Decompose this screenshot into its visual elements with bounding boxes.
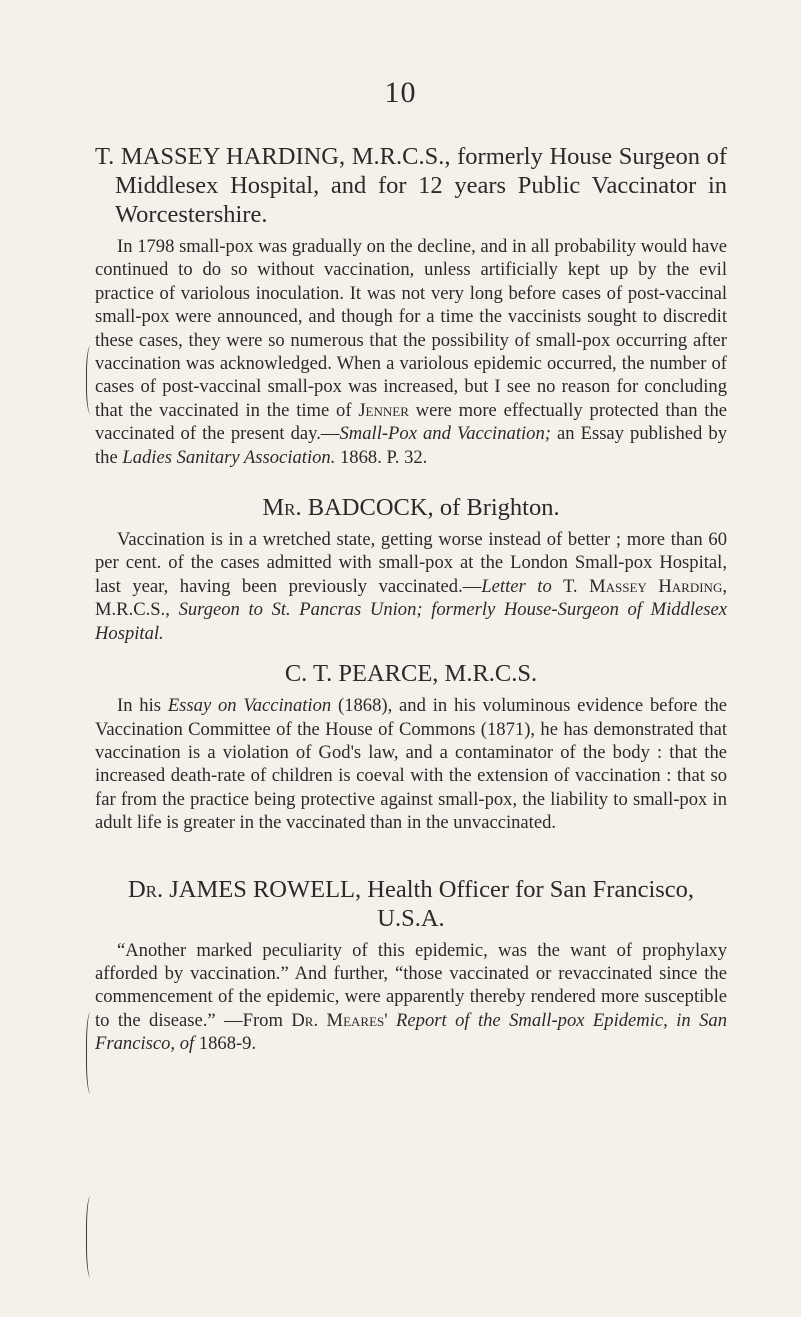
source-title: Report of the Small-pox Epidemic, in San Francisco, of: [95, 1009, 727, 1055]
source-1: Letter to: [481, 575, 552, 597]
body-text: Vaccination is in a wretched state, getting worse instead of better ; more than 60 per cent. of the cases admitted with small-pox at the London Small-pox Hospital, last year, having been previously vaccinated.—: [95, 529, 727, 597]
body-text: In his: [117, 695, 168, 717]
margin-bracket-1: [86, 346, 97, 414]
source-title: Small-Pox and Vaccination;: [339, 423, 551, 445]
body-title: Essay on Vaccination: [167, 695, 332, 717]
entry-body-harding: [95, 235, 727, 469]
source-mid: an Essay published by the: [95, 423, 727, 468]
source-name: Dr. Meares': [291, 1009, 388, 1031]
heading-rest: of Brighton.: [439, 494, 560, 522]
entry-heading-harding: T. MASSEY HARDING, M.R.C.S., formerly House Surgeon of Middlesex Hospital, and for 12 years Public Vaccinator in Worcestershire.: [95, 143, 727, 228]
source-tail: 1868. P. 32.: [335, 446, 428, 468]
heading-prefix: Dr.: [127, 875, 164, 903]
page-content: [95, 142, 727, 1056]
heading-name: BADCOCK,: [307, 494, 434, 522]
source-org: Ladies Sanitary Association.: [122, 446, 336, 468]
source-name: T. Massey Harding, M.R.C.S.,: [95, 575, 727, 621]
body-text-2: were more effectually protected than the vaccinated of the present day.—: [95, 399, 727, 445]
source-2: Surgeon to St. Pancras Union; formerly House-Surgeon of Middlesex Hospital.: [95, 599, 727, 644]
source-tail: 1868-9.: [194, 1033, 257, 1055]
entry-body-pearce: [95, 694, 727, 834]
entry-heading-rowell: [95, 875, 727, 933]
heading-prefix: Mr.: [262, 494, 302, 522]
entry-heading-badcock: [95, 493, 727, 522]
heading-rest: Health Officer for San Francisco, U.S.A.: [367, 875, 695, 932]
name-jenner: Jenner: [358, 399, 409, 421]
margin-bracket-2: [86, 1012, 97, 1094]
margin-bracket-3: [86, 1196, 97, 1278]
entry-body-rowell: [95, 939, 727, 1056]
entry-body-badcock: [95, 528, 727, 645]
body-text-2: (1868), and in his voluminous evidence before the Vaccination Committee of the House of Commons (1871), he has demonstrated that vaccination is a violation of God's law, and a contaminator of the body : that the increased death-rate of children is coeval with the extension of vaccination : that so far from the practice being protective against small-pox, the liability to small-pox in adult life is greater in the vaccinated than in the unvaccinated.: [95, 695, 727, 834]
page-number: 10: [384, 76, 417, 109]
entry-heading-pearce: C. T. PEARCE, M.R.C.S.: [284, 660, 538, 688]
body-text: “Another marked peculiarity of this epidemic, was the want of prophylaxy afforded by vaccination.” And further, “those vaccinated or revaccinated since the commencement of the epidemic, were apparently thereby rendered more susceptible to the disease.” —From: [95, 939, 727, 1031]
body-text: In 1798 small-pox was gradually on the decline, and in all probability would have continued to do so without vaccination, unless artificially kept up by the evil practice of variolous inoculation. It was not very long before cases of post-vaccinal small-pox were announced, and though for a time the vaccinists sought to discredit these cases, they were so numerous that the possibility of small-pox occurring after vaccination was acknowledged. When a variolous epidemic occurred, the number of cases of post-vaccinal small-pox was increased, but I see no reason for concluding that the vaccinated in the time of: [95, 236, 727, 421]
heading-name: JAMES ROWELL,: [169, 875, 362, 903]
